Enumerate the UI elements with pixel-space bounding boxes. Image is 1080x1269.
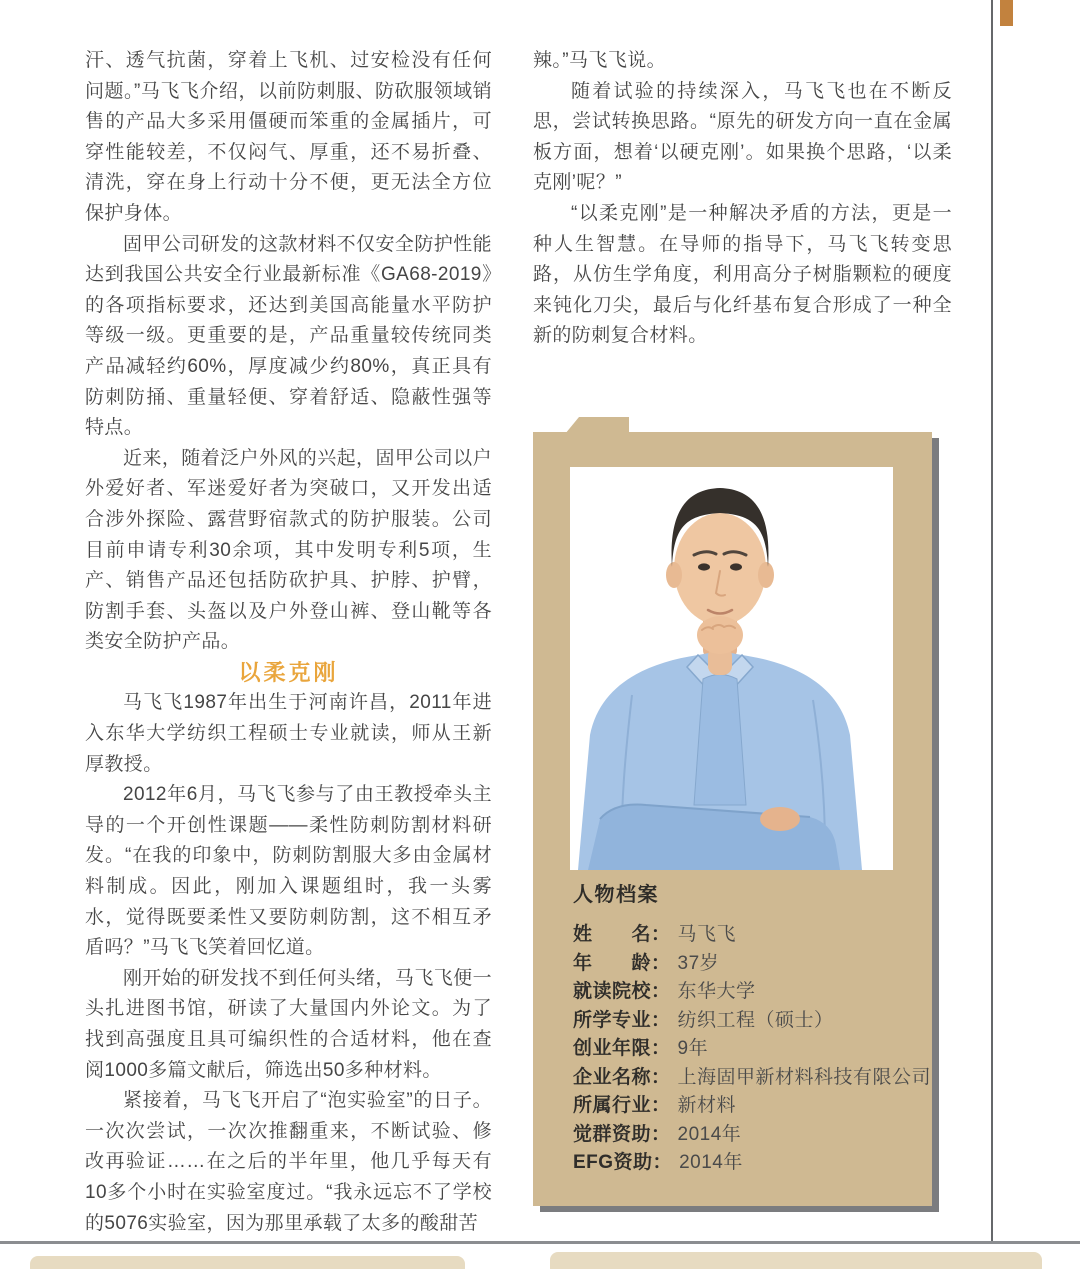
profile-row-value: 37岁	[677, 952, 720, 974]
profile-row-value: 东华大学	[677, 981, 756, 1002]
profile-row-label: 就读院校：	[573, 981, 671, 1002]
profile-row-value: 纺织工程（硕士）	[677, 1009, 834, 1031]
paragraph: 近来，随着泛户外风的兴起，固甲公司以户外爱好者、军迷爱好者为突破口，又开发出适合涉外探险、露营野宿款式的防护服装。公司目前申请专利30余项，其中发明专利5项，生产、销售产品还包括防砍护具、护脖、护臂，防割手套、头盔以及户外登山裤、登山靴等各类安全防护产品。	[85, 447, 492, 653]
profile-rows	[573, 921, 932, 1178]
paragraph: 马飞飞1987年出生于河南许昌，2011年进入东华大学纺织工程硕士专业就读，师从王新厚教授。	[85, 692, 492, 775]
page-bottom-rule	[0, 1241, 1080, 1244]
profile-row-industry	[573, 1092, 929, 1121]
profile-row-value: 上海固甲新材料科技有限公司	[677, 1066, 932, 1088]
paragraph: 2012年6月，马飞飞参与了由王教授牵头主导的一个开创性课题——柔性防刺防割材料研发。“在我的印象中，防刺防割服大多由金属材料制成。因此，刚加入课题组时，我一头雾水，觉得既要柔性又要防刺防割，这不相互矛盾吗？”马飞飞笑着回忆道。	[85, 784, 492, 959]
article-column-right	[533, 46, 952, 352]
next-page-peek-right	[550, 1252, 1042, 1269]
profile-row-company	[573, 1064, 932, 1093]
profile-row-major	[573, 1007, 929, 1036]
profile-row-value: 新材料	[677, 1095, 737, 1116]
profile-row-label: 觉群资助：	[573, 1123, 671, 1145]
profile-row-label: 企业名称：	[573, 1066, 671, 1088]
profile-row-label: 所属行业：	[573, 1095, 671, 1116]
paragraph: 随着试验的持续深入，马飞飞也在不断反思，尝试转换思路。“原先的研发方向一直在金属板方面，想着‘以硬克刚’。如果换个思路，‘以柔克刚’呢？”	[533, 80, 952, 194]
profile-row-label: EFG资助：	[573, 1152, 673, 1173]
profile-row-school	[573, 978, 929, 1007]
profile-row-juequn-funding	[573, 1121, 929, 1150]
profile-row-value: 9年	[677, 1038, 709, 1059]
profile-card-title: 人物档案	[573, 884, 659, 906]
profile-row-name	[573, 921, 929, 950]
profile-row-value: 马飞飞	[677, 924, 737, 945]
paragraph: 汗、透气抗菌，穿着上飞机、过安检没有任何问题。”马飞飞介绍，以前防刺服、防砍服领域销售的产品大多采用僵硬而笨重的金属插片，可穿性能较差，不仅闷气、厚重，还不易折叠、清洗，穿在身上行动十分不便，更无法全方位保护身体。	[85, 50, 492, 224]
profile-row-label: 年 龄：	[573, 952, 671, 974]
profile-photo	[570, 467, 893, 870]
profile-row-label: 创业年限：	[573, 1038, 671, 1059]
profile-row-value: 2014年	[679, 1152, 743, 1173]
profile-row-label: 所学专业：	[573, 1009, 671, 1031]
profile-row-label: 姓 名：	[573, 924, 671, 945]
paragraph: 紧接着，马飞飞开启了“泡实验室”的日子。一次次尝试，一次次推翻重来，不断试验、修改再验证……在之后的半年里，他几乎每天有10多个小时在实验室度过。“我永远忘不了学校的5076实验室，因为那里承载了太多的酸甜苦	[85, 1090, 492, 1234]
paragraph: 固甲公司研发的这款材料不仅安全防护性能达到我国公共安全行业最新标准《GA68-2019》的各项指标要求，还达到美国高能量水平防护等级一级。更重要的是，产品重量较传统同类产品减轻约60%，厚度减少约80%，真正具有防刺防捅、重量轻便、穿着舒适、隐蔽性强等特点。	[85, 233, 492, 439]
profile-row-age	[573, 950, 929, 979]
paragraph: 辣。”马飞飞说。	[533, 50, 667, 71]
column-divider-line	[991, 0, 993, 1243]
profile-card	[533, 432, 932, 1206]
profile-row-years	[573, 1035, 929, 1064]
paragraph: “以柔克刚”是一种解决矛盾的方法，更是一种人生智慧。在导师的指导下，马飞飞转变思路，从仿生学角度，利用高分子树脂颗粒的硬度来钝化刀尖，最后与化纤基布复合形成了一种全新的防刺复合材料。	[533, 202, 952, 347]
section-heading: 以柔克刚	[238, 659, 339, 685]
article-column-left	[85, 46, 492, 1239]
paragraph: 刚开始的研发找不到任何头绪，马飞飞便一头扎进图书馆，研读了大量国内外论文。为了找到高强度且具可编织性的合适材料，他在查阅1000多篇文献后，筛选出50多种材料。	[85, 967, 492, 1081]
next-page-peek-left	[30, 1256, 465, 1269]
corner-page-mark	[1000, 0, 1013, 26]
profile-row-value: 2014年	[677, 1123, 742, 1145]
portrait-illustration	[570, 467, 893, 870]
profile-row-efg-funding	[573, 1149, 929, 1178]
